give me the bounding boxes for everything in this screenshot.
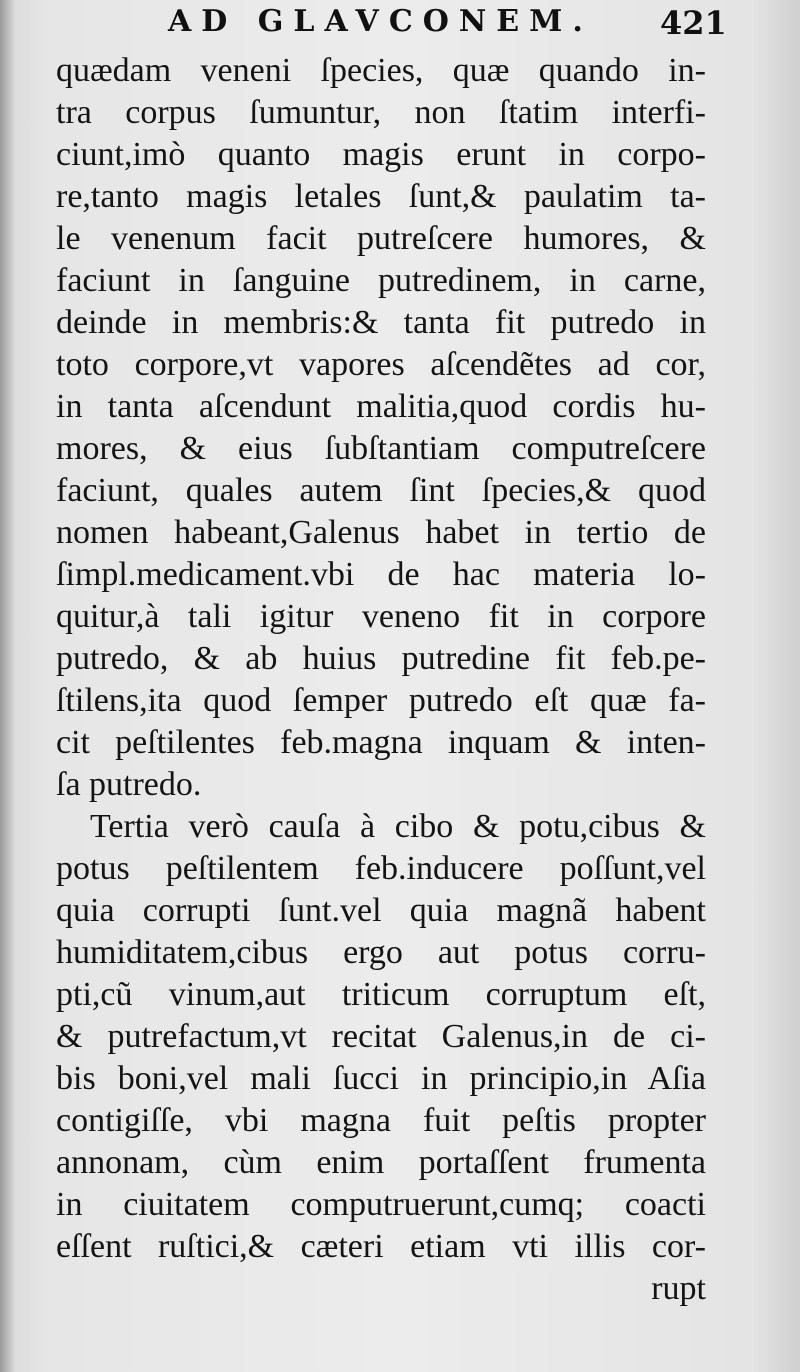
- text-line: in ciuitatem computruerunt,cumq; coacti: [56, 1186, 706, 1223]
- running-head: AD GLAVCONEM.: [168, 4, 593, 39]
- text-line: humiditatem,cibus ergo aut potus corru-: [56, 934, 706, 971]
- page-header: [0, 4, 800, 48]
- text-line: re,tanto magis letales ſunt,& paulatim ta-: [56, 178, 706, 215]
- text-line: eſſent ruſtici,& cæteri etiam vti illis cor-: [56, 1228, 706, 1265]
- text-line: deinde in membris:& tanta fit putredo in: [56, 304, 706, 341]
- page-number: 421: [660, 4, 727, 42]
- text-line: quitur,à tali igitur veneno fit in corpore: [56, 598, 706, 635]
- body-text: [56, 50, 706, 1310]
- text-line: & putrefactum,vt recitat Galenus,in de ci-: [56, 1018, 706, 1055]
- text-line: le venenum facit putreſcere humores, &: [56, 220, 706, 257]
- text-line: in tanta aſcendunt malitia,quod cordis hu-: [56, 388, 706, 425]
- text-line: ciunt,imò quanto magis erunt in corpo-: [56, 136, 706, 173]
- page-gutter-shadow: [0, 0, 14, 1372]
- text-line: ſa putredo.: [56, 766, 202, 803]
- text-line: quædam veneni ſpecies, quæ quando in-: [56, 52, 706, 89]
- text-line: Tertia verò cauſa à cibo & potu,cibus &: [90, 808, 706, 845]
- text-line: potus peſtilentem feb.inducere poſſunt,vel: [56, 850, 706, 887]
- catchword: rupt: [651, 1270, 706, 1307]
- text-line: cit peſtilentes feb.magna inquam & inten-: [56, 724, 706, 761]
- text-line: quia corrupti ſunt.vel quia magnã habent: [56, 892, 706, 929]
- text-line: nomen habeant,Galenus habet in tertio de: [56, 514, 706, 551]
- text-line: tra corpus ſumuntur, non ſtatim interfi-: [56, 94, 706, 131]
- text-line: toto corpore,vt vapores aſcendẽtes ad cor,: [56, 346, 706, 383]
- text-line: faciunt in ſanguine putredinem, in carne,: [56, 262, 706, 299]
- text-line: bis boni,vel mali ſucci in principio,in Aſia: [56, 1060, 706, 1097]
- text-line: faciunt, quales autem ſint ſpecies,& quod: [56, 472, 706, 509]
- text-line: contigiſſe, vbi magna fuit peſtis propter: [56, 1102, 706, 1139]
- text-line: pti,cũ vinum,aut triticum corruptum eſt,: [56, 976, 706, 1013]
- text-line: ſtilens,ita quod ſemper putredo eſt quæ fa-: [56, 682, 706, 719]
- text-line: annonam, cùm enim portaſſent frumenta: [56, 1144, 706, 1181]
- text-line: mores, & eius ſubſtantiam computreſcere: [56, 430, 706, 467]
- text-line: ſimpl.medicament.vbi de hac materia lo-: [56, 556, 706, 593]
- text-line: putredo, & ab huius putredine fit feb.pe-: [56, 640, 706, 677]
